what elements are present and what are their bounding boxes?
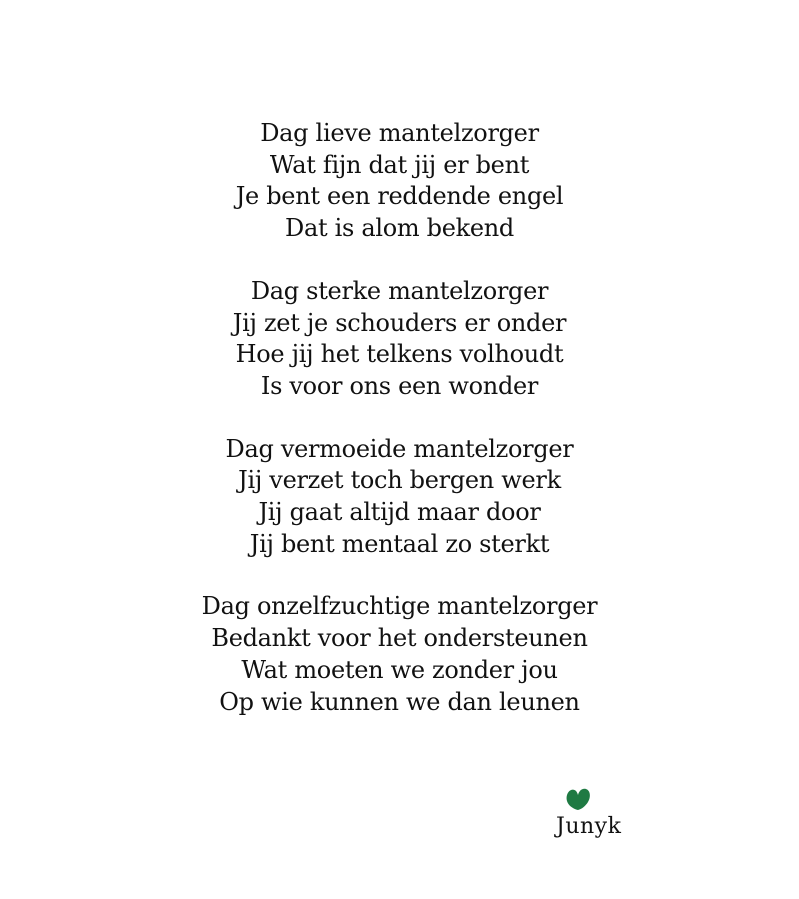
stanza-1 [0, 118, 799, 245]
poem-line: Dag vermoeide mantelzorger [225, 434, 574, 463]
poem-line: Jij zet je schouders er onder [232, 308, 567, 337]
poem-line: Jij verzet toch bergen werk [238, 466, 561, 495]
poem [0, 118, 799, 749]
signature-name: Junyk [556, 814, 622, 839]
stanza-3 [0, 434, 799, 561]
poem-line: Jij gaat altijd maar door [258, 498, 541, 527]
green-leaf-heart-icon [564, 786, 592, 812]
poem-line: Bedankt voor het ondersteunen [211, 624, 588, 653]
poem-line: Dag sterke mantelzorger [250, 276, 549, 305]
poem-line: Is voor ons een wonder [260, 371, 539, 400]
poem-line: Jij bent mentaal zo sterkt [249, 529, 550, 558]
poem-line: Dag onzelfzuchtige mantelzorger [201, 592, 598, 621]
poem-line: Dag lieve mantelzorger [260, 119, 539, 147]
poem-line: Dat is alom bekend [285, 214, 514, 243]
stanza-4 [0, 591, 799, 718]
poem-line: Hoe jij het telkens volhoudt [235, 340, 564, 369]
poem-line: Je bent een reddende engel [235, 182, 564, 211]
stanza-2 [0, 276, 799, 403]
poem-line: Wat fijn dat jij er bent [269, 150, 530, 179]
poem-line: Op wie kunnen we dan leunen [219, 687, 580, 716]
poem-line: Wat moeten we zonder jou [241, 655, 558, 684]
